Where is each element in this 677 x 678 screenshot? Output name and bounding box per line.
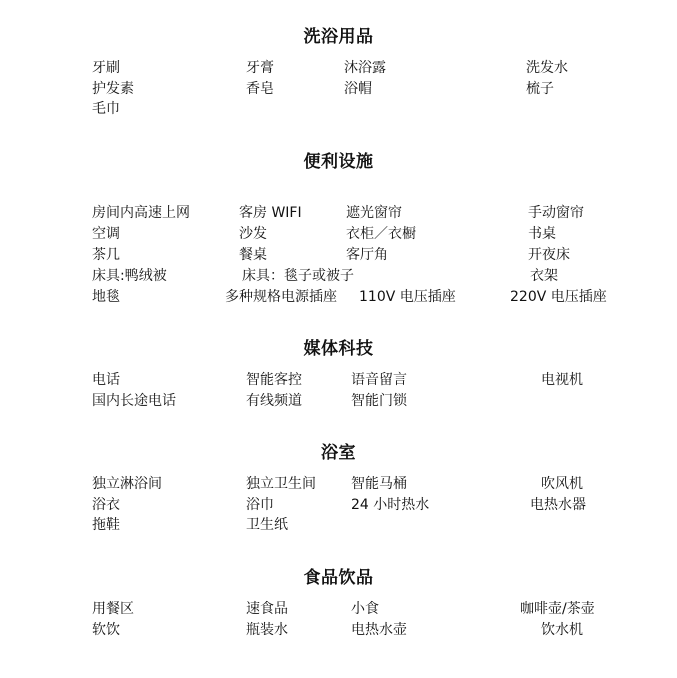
item-bath-towel: 浴巾 xyxy=(246,497,274,513)
item-smart-door-lock: 智能门锁 xyxy=(351,393,407,409)
item-living-corner: 客厅角 xyxy=(346,247,388,263)
item-dining-area: 用餐区 xyxy=(92,601,134,617)
item-instant-food: 速食品 xyxy=(246,601,288,617)
item-towel: 毛巾 xyxy=(92,101,120,117)
item-dining-table: 餐桌 xyxy=(239,247,267,263)
item-water-dispenser: 饮水机 xyxy=(541,622,583,638)
section-title-media-tech: 媒体科技 xyxy=(303,339,374,359)
item-separate-shower: 独立淋浴间 xyxy=(92,476,162,492)
item-manual-curtains: 手动窗帘 xyxy=(528,205,584,221)
item-coffee-table: 茶几 xyxy=(92,247,120,263)
item-toothpaste: 牙膏 xyxy=(246,60,274,76)
item-electric-kettle: 电热水壶 xyxy=(351,622,407,638)
item-coffee-tea-pot: 咖啡壶/茶壶 xyxy=(520,601,595,617)
item-bedding-blanket: 床具：毯子或被子 xyxy=(242,268,354,284)
section-title-toiletries: 洗浴用品 xyxy=(303,27,374,47)
item-220v-socket: 220V 电压插座 xyxy=(510,289,607,305)
item-110v-socket: 110V 电压插座 xyxy=(359,289,456,305)
item-shampoo: 洗发水 xyxy=(526,60,568,76)
item-bottled-water: 瓶装水 xyxy=(246,622,288,638)
section-title-bathroom: 浴室 xyxy=(321,443,356,463)
section-title-facilities: 便利设施 xyxy=(303,152,374,172)
item-smart-toilet: 智能马桶 xyxy=(351,476,407,492)
item-telephone: 电话 xyxy=(92,372,120,388)
item-electric-water-heater: 电热水器 xyxy=(530,497,586,513)
item-toothbrush: 牙刷 xyxy=(92,60,120,76)
item-air-conditioning: 空调 xyxy=(92,226,120,242)
item-television: 电视机 xyxy=(541,372,583,388)
item-cable-channels: 有线频道 xyxy=(246,393,302,409)
item-24h-hot-water: 24 小时热水 xyxy=(351,497,430,513)
item-bathrobe: 浴衣 xyxy=(92,497,120,513)
item-slippers: 拖鞋 xyxy=(92,517,120,533)
item-bedding-down-duvet: 床具:鸭绒被 xyxy=(92,268,167,284)
item-comb: 梳子 xyxy=(526,81,554,97)
item-room-wifi: 客房 WIFI xyxy=(239,205,302,221)
item-shower-cap: 浴帽 xyxy=(344,81,372,97)
item-soft-drinks: 软饮 xyxy=(92,622,120,638)
item-domestic-long-distance: 国内长途电话 xyxy=(92,393,176,409)
item-hair-dryer: 吹风机 xyxy=(541,476,583,492)
section-title-food-drinks: 食品饮品 xyxy=(303,568,374,588)
item-toilet-paper: 卫生纸 xyxy=(246,517,288,533)
item-carpet: 地毯 xyxy=(92,289,120,305)
item-body-wash: 沐浴露 xyxy=(344,60,386,76)
item-turndown-service: 开夜床 xyxy=(528,247,570,263)
item-sofa: 沙发 xyxy=(239,226,267,242)
item-smart-room-control: 智能客控 xyxy=(246,372,302,388)
item-wardrobe: 衣柜／衣橱 xyxy=(346,226,416,242)
item-multi-sockets: 多种规格电源插座 xyxy=(225,289,337,305)
item-voicemail: 语音留言 xyxy=(351,372,407,388)
item-desk: 书桌 xyxy=(528,226,556,242)
item-blackout-curtains: 遮光窗帘 xyxy=(346,205,402,221)
item-soap: 香皂 xyxy=(246,81,274,97)
item-conditioner: 护发素 xyxy=(92,81,134,97)
item-snacks: 小食 xyxy=(351,601,379,617)
item-high-speed-internet: 房间内高速上网 xyxy=(92,205,190,221)
item-hangers: 衣架 xyxy=(530,268,558,284)
item-private-bathroom: 独立卫生间 xyxy=(246,476,316,492)
